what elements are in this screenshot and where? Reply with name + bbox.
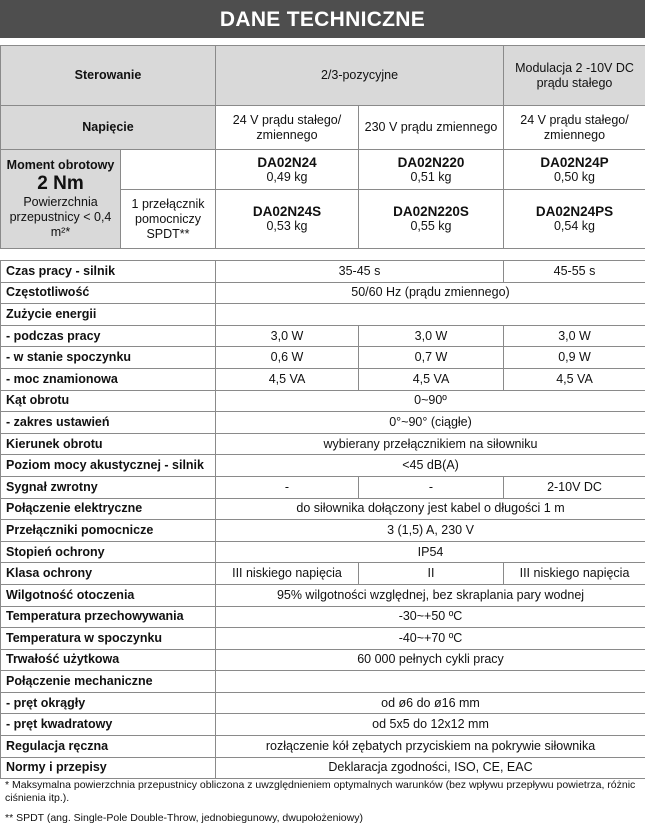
spec-label: Czas pracy - silnik <box>1 261 216 283</box>
spec-label: Wilgotność otoczenia <box>1 584 216 606</box>
spec-row <box>1 563 645 585</box>
spec-label: Częstotliwość <box>1 282 216 304</box>
control-row <box>1 46 645 106</box>
spec-row <box>1 476 645 498</box>
spec-value: - <box>216 476 359 498</box>
spec-label: Połączenie mechaniczne <box>1 671 216 693</box>
spec-value: od 5x5 do 12x12 mm <box>216 714 645 736</box>
spec-value: IP54 <box>216 541 645 563</box>
spec-value: III niskiego napięcia <box>504 563 645 585</box>
spec-row <box>1 520 645 542</box>
control-value-modulation: Modulacja 2 -10V DC prądu stałego <box>504 46 645 106</box>
spec-row <box>1 628 645 650</box>
spec-value: 2-10V DC <box>504 476 645 498</box>
spec-label: Klasa ochrony <box>1 563 216 585</box>
model-weight: 0,55 kg <box>410 219 452 233</box>
spec-value: -40~+70 ºC <box>216 628 645 650</box>
spec-row <box>1 692 645 714</box>
spec-label: Stopień ochrony <box>1 541 216 563</box>
voltage-label: Napięcie <box>1 106 216 150</box>
spec-value: 45-55 s <box>504 261 645 283</box>
spec-value: od ø6 do ø16 mm <box>216 692 645 714</box>
spec-row <box>1 736 645 758</box>
spec-value: 0,9 W <box>504 347 645 369</box>
spec-value: 3,0 W <box>504 325 645 347</box>
spec-row <box>1 671 645 693</box>
spec-value: 0°~90° (ciągłe) <box>216 412 645 434</box>
spec-row <box>1 455 645 477</box>
spec-row <box>1 368 645 390</box>
spec-label: Regulacja ręczna <box>1 736 216 758</box>
page-title: DANE TECHNICZNE <box>0 0 645 38</box>
spec-label: Połączenie elektryczne <box>1 498 216 520</box>
model-weight: 0,50 kg <box>553 169 595 184</box>
spec-value: wybierany przełącznikiem na siłowniku <box>216 433 645 455</box>
model-cell <box>216 150 359 190</box>
model-cell <box>359 190 504 249</box>
spec-row <box>1 498 645 520</box>
footnote-area-damper: * Maksymalna powierzchnia przepustnicy obliczona z uwzględnieniem optymalnych warunków (bez wpływu przepływu powietrza, różnic ciśnienia itp.). <box>5 779 636 804</box>
model-code: DA02N24PS <box>535 204 614 219</box>
model-code: DA02N24S <box>252 204 322 219</box>
spec-label: Sygnał zwrotny <box>1 476 216 498</box>
spec-value: 50/60 Hz (prądu zmiennego) <box>216 282 645 304</box>
spec-row <box>1 541 645 563</box>
spec-value: 4,5 VA <box>216 368 359 390</box>
model-cell <box>504 150 645 190</box>
spec-value: 4,5 VA <box>504 368 645 390</box>
switch-label: 1 przełącznik pomocniczy SPDT** <box>121 190 216 249</box>
switch-empty-cell <box>121 150 216 190</box>
spec-label: Przełączniki pomocnicze <box>1 520 216 542</box>
spec-label: Kąt obrotu <box>1 390 216 412</box>
model-weight: 0,49 kg <box>266 169 308 184</box>
spec-label: - zakres ustawień <box>1 412 216 434</box>
spec-label: Zużycie energii <box>1 304 216 326</box>
spec-label: - pręt okrągły <box>1 692 216 714</box>
spec-label: - w stanie spoczynku <box>1 347 216 369</box>
spec-label: - podczas pracy <box>1 325 216 347</box>
spec-row <box>1 304 645 326</box>
spec-value: Deklaracja zgodności, ISO, CE, EAC <box>216 757 645 779</box>
model-weight: 0,53 kg <box>266 219 308 233</box>
spec-label: Temperatura w spoczynku <box>1 628 216 650</box>
spec-value: 0~90º <box>216 390 645 412</box>
spec-row <box>1 757 645 779</box>
spec-row <box>1 282 645 304</box>
spec-value: -30~+50 ºC <box>216 606 645 628</box>
voltage-col1: 24 V prądu stałego/ zmiennego <box>216 106 359 150</box>
spec-row <box>1 412 645 434</box>
spec-label: Kierunek obrotu <box>1 433 216 455</box>
model-code: DA02N220S <box>393 204 469 219</box>
spec-value: II <box>359 563 504 585</box>
spec-row <box>1 649 645 671</box>
spec-value: 4,5 VA <box>359 368 504 390</box>
spec-value: 3 (1,5) A, 230 V <box>216 520 645 542</box>
spec-value: 35-45 s <box>216 261 504 283</box>
moment-note: Powierzchnia przepustnicy < 0,4 m²* <box>9 195 112 239</box>
voltage-col3: 24 V prądu stałego/ zmiennego <box>504 106 645 150</box>
model-cell <box>216 190 359 249</box>
spec-row <box>1 347 645 369</box>
spec-value-empty <box>216 671 645 693</box>
spec-label: Poziom mocy akustycznej - silnik <box>1 455 216 477</box>
moment-cell <box>1 150 121 249</box>
model-code: DA02N24 <box>257 154 317 170</box>
specs-table <box>0 260 645 779</box>
model-weight: 0,54 kg <box>553 219 595 233</box>
moment-value: 2 Nm <box>37 173 84 194</box>
voltage-col2: 230 V prądu zmiennego <box>359 106 504 150</box>
spec-value: 95% wilgotności względnej, bez skraplania pary wodnej <box>216 584 645 606</box>
spec-row <box>1 325 645 347</box>
spec-value: 60 000 pełnych cykli pracy <box>216 649 645 671</box>
control-label: Sterowanie <box>1 46 216 106</box>
models-table <box>0 45 645 249</box>
spec-row <box>1 390 645 412</box>
spec-row <box>1 606 645 628</box>
spec-label: - moc znamionowa <box>1 368 216 390</box>
spec-value: 0,6 W <box>216 347 359 369</box>
model-code: DA02N220 <box>397 154 465 170</box>
spec-label: Normy i przepisy <box>1 757 216 779</box>
spec-row <box>1 433 645 455</box>
spec-value: rozłączenie kół zębatych przyciskiem na pokrywie siłownika <box>216 736 645 758</box>
footnote-spdt: ** SPDT (ang. Single-Pole Double-Throw, jednobiegunowy, dwupołożeniowy) <box>5 812 363 824</box>
voltage-row <box>1 106 645 150</box>
model-cell <box>504 190 645 249</box>
spec-label: - pręt kwadratowy <box>1 714 216 736</box>
spec-value: <45 dB(A) <box>216 455 645 477</box>
spec-value-empty <box>216 304 645 326</box>
model-code: DA02N24P <box>540 154 609 170</box>
spec-value: 3,0 W <box>216 325 359 347</box>
moment-title: Moment obrotowy <box>6 158 115 172</box>
control-value-2-3: 2/3-pozycyjne <box>216 46 504 106</box>
model-weight: 0,51 kg <box>410 169 452 184</box>
spec-row <box>1 714 645 736</box>
spec-value: - <box>359 476 504 498</box>
spec-label: Trwałość użytkowa <box>1 649 216 671</box>
model-cell <box>359 150 504 190</box>
spec-value: 0,7 W <box>359 347 504 369</box>
spec-label: Temperatura przechowywania <box>1 606 216 628</box>
spec-row <box>1 261 645 283</box>
spec-value: III niskiego napięcia <box>216 563 359 585</box>
spec-value: 3,0 W <box>359 325 504 347</box>
model-row-base <box>1 150 645 190</box>
spec-value: do siłownika dołączony jest kabel o długości 1 m <box>216 498 645 520</box>
spec-row <box>1 584 645 606</box>
